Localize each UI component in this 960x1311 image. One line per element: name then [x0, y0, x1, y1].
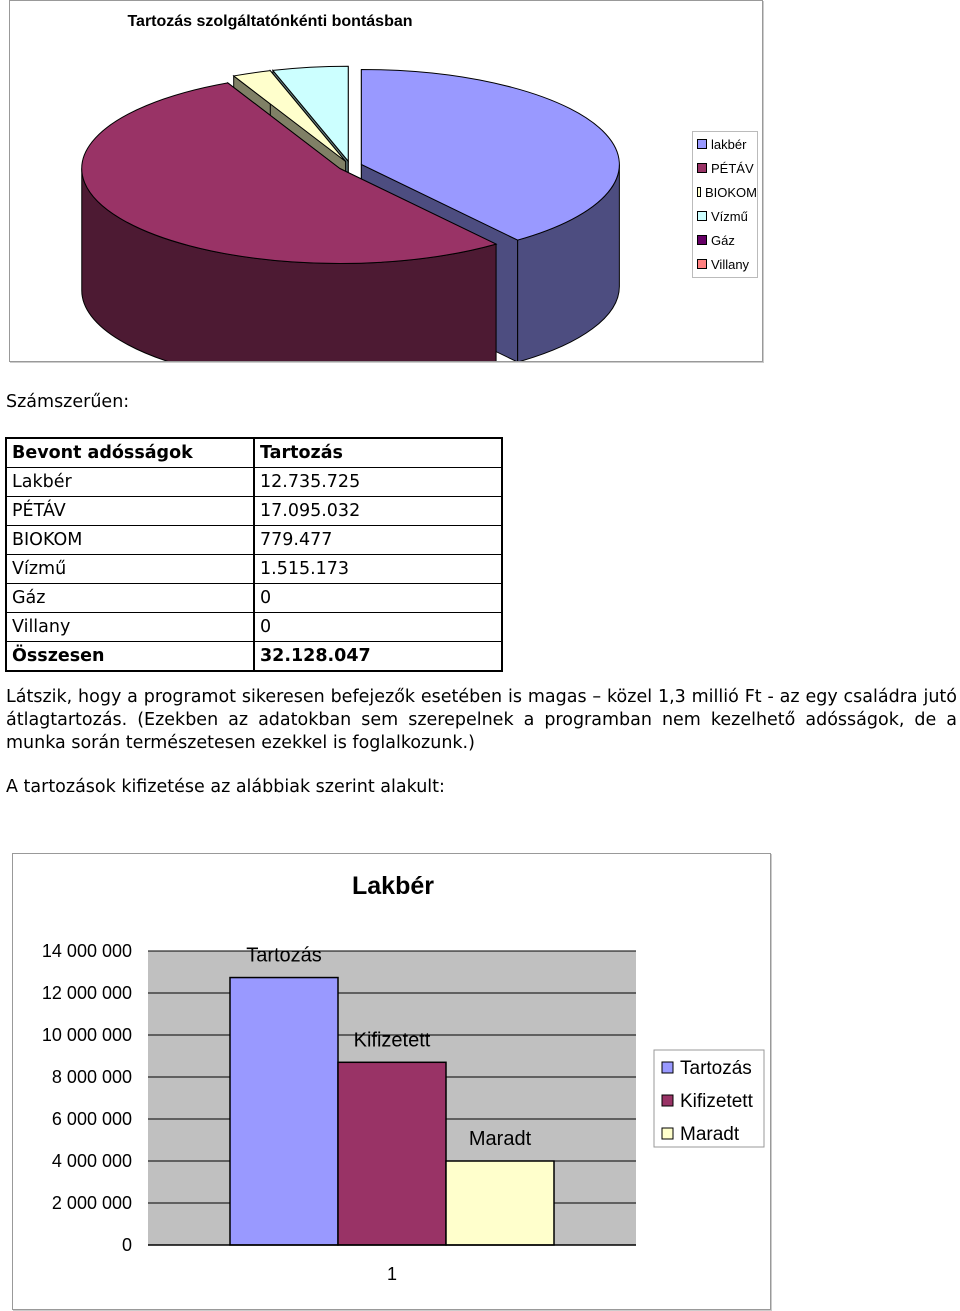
bar-chart — [12, 853, 771, 1310]
y-tick-label: 12 000 000 — [41, 983, 132, 1003]
pie-legend-item — [693, 252, 757, 276]
pie-legend-label: Vízmű — [711, 208, 748, 224]
y-tick-label: 2 000 000 — [51, 1193, 132, 1213]
pie-chart — [9, 0, 763, 362]
table-row — [6, 584, 502, 613]
pie-legend — [692, 131, 758, 278]
legend-swatch — [662, 1128, 673, 1139]
pie-legend-item — [693, 204, 757, 228]
table-cell: Lakbér — [6, 468, 254, 497]
table-cell: Gáz — [6, 584, 254, 613]
table-header-row — [6, 438, 502, 468]
legend-swatch — [697, 211, 707, 221]
table-cell: 0 — [254, 584, 502, 613]
bar-legend-label: Kifizetett — [680, 1091, 753, 1112]
pie-chart-title: Tartozás szolgáltatónkénti bontásban — [127, 13, 413, 30]
debt-table — [5, 437, 503, 672]
table-header-cell: Bevont adósságok — [6, 438, 254, 468]
pie-legend-item — [693, 132, 757, 156]
table-header-cell: Tartozás — [254, 438, 502, 468]
pie-legend-item — [693, 180, 757, 204]
table-cell: 12.735.725 — [254, 468, 502, 497]
x-tick-label: 1 — [386, 1264, 398, 1284]
bar-data-label: Maradt — [468, 1128, 532, 1150]
table-row — [6, 526, 502, 555]
legend-swatch — [697, 163, 707, 173]
legend-swatch — [662, 1095, 673, 1106]
table-total-row — [6, 642, 502, 672]
table-row — [6, 468, 502, 497]
y-tick-label: 4 000 000 — [51, 1151, 132, 1171]
table-cell: Vízmű — [6, 555, 254, 584]
legend-swatch — [662, 1062, 673, 1073]
bar-legend — [654, 1050, 764, 1147]
bar-maradt — [446, 1161, 554, 1245]
paragraph-payments-intro: A tartozások kifizetése az alábbiak szerint alakult: — [6, 777, 445, 797]
table-row — [6, 613, 502, 642]
pie-legend-label: Villany — [711, 256, 750, 272]
pie-legend-label: BIOKOM — [704, 184, 757, 200]
table-total-cell: Összesen — [6, 642, 254, 672]
bar-chart-title: Lakbér — [352, 872, 434, 900]
y-tick-label: 6 000 000 — [51, 1109, 132, 1129]
y-tick-label: 10 000 000 — [41, 1025, 132, 1045]
table-row — [6, 555, 502, 584]
table-cell: 1.515.173 — [254, 555, 502, 584]
table-cell: 17.095.032 — [254, 497, 502, 526]
table-row — [6, 497, 502, 526]
legend-swatch — [697, 187, 701, 197]
y-tick-label: 8 000 000 — [51, 1067, 132, 1087]
bar-kifizetett — [338, 1062, 446, 1245]
table-cell: 779.477 — [254, 526, 502, 555]
y-tick-label: 14 000 000 — [41, 941, 132, 961]
pie-legend-item — [693, 156, 757, 180]
table-cell: 0 — [254, 613, 502, 642]
table-total-cell: 32.128.047 — [254, 642, 502, 672]
bar-data-label: Kifizetett — [353, 1029, 431, 1052]
legend-swatch — [697, 259, 707, 269]
table-cell: PÉTÁV — [6, 497, 254, 526]
paragraph-average-debt: Látszik, hogy a programot sikeresen befejezők esetében is magas – közel 1,3 millió Ft - az egy családra jutó átlagtartozás. (Ezekben az adatokban sem szerepelnek a programban nem kezelhető adósságok, de a munka során természetesen ezekkel is foglalkozunk.) — [6, 687, 957, 753]
pie-legend-label: PÉTÁV — [711, 160, 754, 176]
bar-chart-plot — [13, 854, 770, 1309]
legend-swatch — [697, 139, 707, 149]
bar-legend-label: Tartozás — [680, 1058, 752, 1079]
table-cell: Villany — [6, 613, 254, 642]
pie-legend-item — [693, 228, 757, 252]
table-cell: BIOKOM — [6, 526, 254, 555]
pie-chart-plot — [10, 1, 762, 361]
pie-legend-label: lakbér — [711, 136, 747, 152]
bar-tartozás — [230, 978, 338, 1245]
bar-data-label: Tartozás — [246, 944, 322, 967]
legend-swatch — [697, 235, 707, 245]
numbers-label: Számszerűen: — [6, 392, 130, 412]
bar-legend-label: Maradt — [680, 1124, 740, 1145]
pie-legend-label: Gáz — [711, 232, 735, 248]
y-tick-label: 0 — [121, 1235, 132, 1255]
